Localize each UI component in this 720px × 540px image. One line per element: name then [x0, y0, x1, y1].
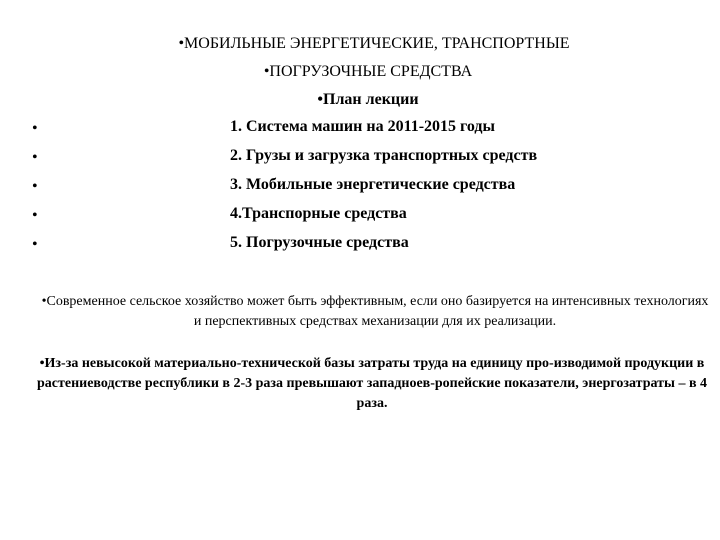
bullet: • — [32, 178, 38, 195]
slide-title-line-1: •МОБИЛЬНЫЕ ЭНЕРГЕТИЧЕСКИЕ, ТРАНСПОРТНЫЕ — [178, 35, 570, 52]
agenda-list — [0, 116, 720, 261]
agenda-item-text: 5. Погрузочные средства — [230, 234, 409, 251]
paragraph-modern-agriculture: •Современное сельское хозяйство может быть эффективным, если оно базируется на интенсивных технологиях и перспективных средствах механизации для их реализации. — [41, 294, 709, 329]
agenda-item-5 — [0, 232, 720, 261]
bullet: • — [32, 207, 38, 224]
agenda-item-text: 1. Система машин на 2011-2015 годы — [230, 118, 496, 135]
plan-heading: •План лекции — [317, 91, 419, 108]
agenda-item-text: 3. Мобильные энергетические средства — [230, 176, 516, 193]
bullet: • — [32, 236, 38, 253]
agenda-item-1 — [0, 116, 720, 145]
paragraph-labor-costs: •Из-за невысокой материально-технической базы затраты труда на единицу про-изводимой продукции в растениеводстве республики в 2-3 раза превышают западноев-ропейские показатели, энергозатраты – в 4 раза. — [36, 356, 708, 411]
agenda-item-3 — [0, 174, 720, 203]
agenda-item-text: 2. Грузы и загрузка транспортных средств — [230, 147, 538, 164]
bullet: • — [32, 149, 38, 166]
slide-title-line-2: •ПОГРУЗОЧНЫЕ СРЕДСТВА — [263, 63, 473, 80]
agenda-item-text: 4.Транспорные средства — [230, 205, 407, 222]
agenda-item-2 — [0, 145, 720, 174]
bullet: • — [32, 120, 38, 137]
agenda-item-4 — [0, 203, 720, 232]
